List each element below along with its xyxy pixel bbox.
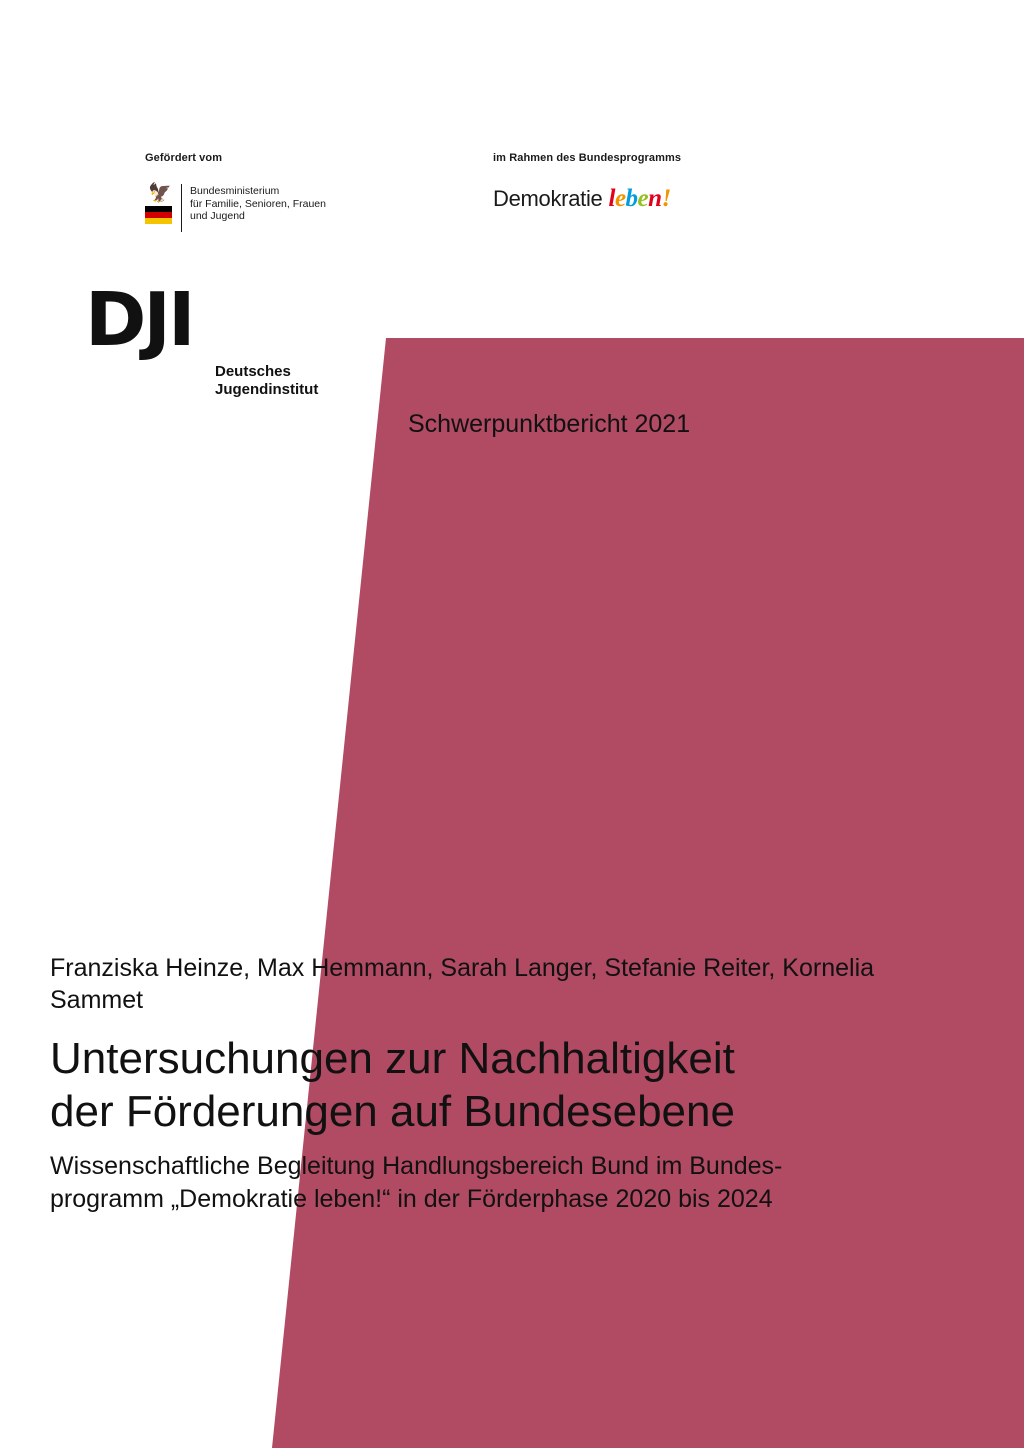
leben-word — [608, 185, 670, 212]
title-line-1: Untersuchungen zur Nachhaltigkeit — [50, 1034, 735, 1083]
subtitle-line-1: Wissenschaftliche Begleitung Handlungsbereich Bund im Bundes- — [50, 1152, 783, 1180]
leben-letter-n: n — [648, 185, 662, 212]
title-line-2: der Förderungen auf Bundesebene — [50, 1087, 735, 1136]
title-block — [50, 952, 950, 1216]
dji-wordmark: DJI — [85, 277, 193, 363]
page-title — [50, 1032, 950, 1138]
dji-logo — [85, 277, 319, 399]
report-series-label: Schwerpunktbericht 2021 — [408, 410, 691, 438]
authors: Franziska Heinze, Max Hemmann, Sarah Langer, Stefanie Reiter, Kornelia Sammet — [50, 954, 875, 1014]
bmfsfj-logo — [145, 184, 345, 232]
dji-name-line-2: Jugendinstitut — [215, 381, 319, 398]
ministry-line-1: Bundesministerium — [190, 185, 280, 197]
ministry-name — [190, 184, 326, 223]
leben-letter-exclaim: ! — [661, 185, 671, 212]
leben-letter-b: b — [625, 185, 638, 212]
program-block — [493, 152, 753, 214]
ministry-block — [145, 152, 345, 232]
leben-letter-l: l — [608, 185, 615, 212]
ministry-line-3: und Jugend — [190, 210, 245, 222]
demokratie-word: Demokratie — [493, 186, 603, 211]
subtitle — [50, 1150, 950, 1216]
funder-row — [145, 152, 753, 232]
federal-eagle-icon — [145, 184, 175, 226]
program-caption: im Rahmen des Bundesprogramms — [493, 152, 682, 164]
leben-letter-e2: e — [637, 185, 649, 212]
logo-divider — [181, 184, 182, 232]
german-flag-icon — [145, 206, 172, 226]
leben-letter-e1: e — [614, 185, 626, 212]
ministry-line-2: für Familie, Senioren, Frauen — [190, 197, 326, 210]
demokratie-leben-logo — [493, 184, 753, 214]
subtitle-line-2: programm „Demokratie leben!“ in der Förderphase 2020 bis 2024 — [50, 1185, 773, 1213]
eagle-glyph: 🦅 — [148, 183, 172, 204]
dji-name-line-1: Deutsches — [215, 363, 291, 380]
funded-by-caption: Gefördert vom — [145, 152, 223, 164]
dji-institute-name — [215, 363, 318, 399]
